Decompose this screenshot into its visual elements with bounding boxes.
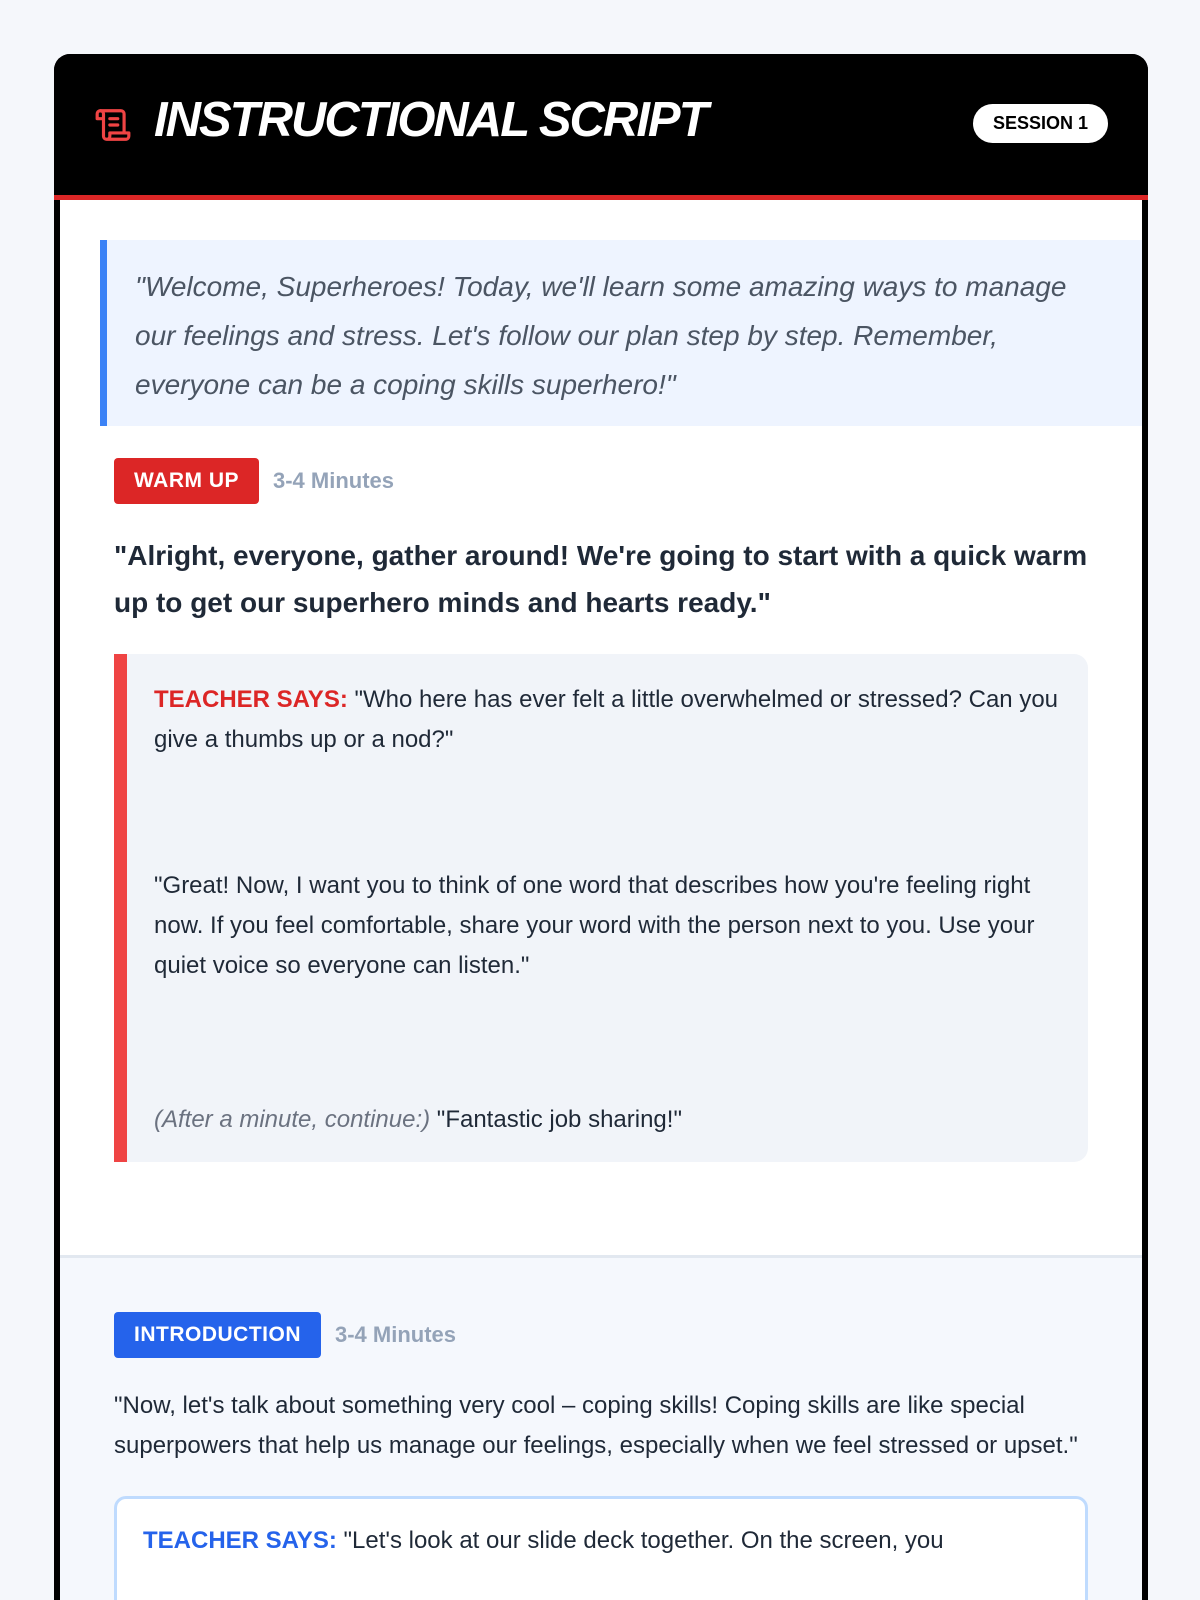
introduction-duration: 3-4 Minutes — [335, 1322, 457, 1347]
teacher-line-1 — [154, 680, 1062, 760]
teacher-line-text: "Who here has ever felt a little overwhelmed or stressed? Can you give a thumbs up or a nod?" — [154, 686, 1059, 753]
warm-up-badge: WARM UP — [114, 458, 259, 504]
welcome-quote — [100, 240, 1142, 426]
teacher-paragraph-3 — [154, 1100, 1048, 1140]
introduction-text: "Now, let's talk about something very cool – coping skills! Coping skills are like special superpowers that help us manage our feelings, especially when we feel stressed or upset." — [114, 1392, 1078, 1459]
scroll-icon — [94, 106, 132, 144]
teacher-paragraph-3-text: "Fantastic job sharing!" — [430, 1106, 682, 1133]
teacher-says-box-2 — [114, 1496, 1088, 1600]
teacher-says-box — [114, 654, 1088, 1162]
header — [54, 54, 1148, 200]
warm-up-lead: "Alright, everyone, gather around! We're going to start with a quick warm up to get our superhero minds and hearts ready." — [114, 540, 1088, 618]
script-card — [54, 54, 1148, 1600]
teacher-says-label: TEACHER SAYS: — [154, 686, 348, 713]
script-body — [60, 200, 1142, 1600]
introduction-badge: INTRODUCTION — [114, 1312, 321, 1358]
teacher-line-2: "Let's look at our slide deck together. On the screen, you — [336, 1527, 944, 1554]
teacher-paragraph-2: "Great! Now, I want you to think of one word that describes how you're feeling right now. If you feel comfortable, share your word with the person next to you. Use your quiet voice so everyone can listen." — [154, 872, 1035, 979]
stage-direction: (After a minute, continue:) — [154, 1106, 431, 1133]
session-badge: SESSION 1 — [973, 104, 1108, 143]
page-title: INSTRUCTIONAL SCRIPT — [154, 93, 707, 147]
teacher-says-label-2: TEACHER SAYS: — [143, 1527, 337, 1554]
introduction-section — [60, 1255, 1142, 1600]
warm-up-duration: 3-4 Minutes — [273, 468, 395, 493]
welcome-text: "Welcome, Superheroes! Today, we'll learn some amazing ways to manage our feelings and stress. Let's follow our plan step by step. Remember, everyone can be a coping skills superhero!" — [135, 271, 1067, 400]
